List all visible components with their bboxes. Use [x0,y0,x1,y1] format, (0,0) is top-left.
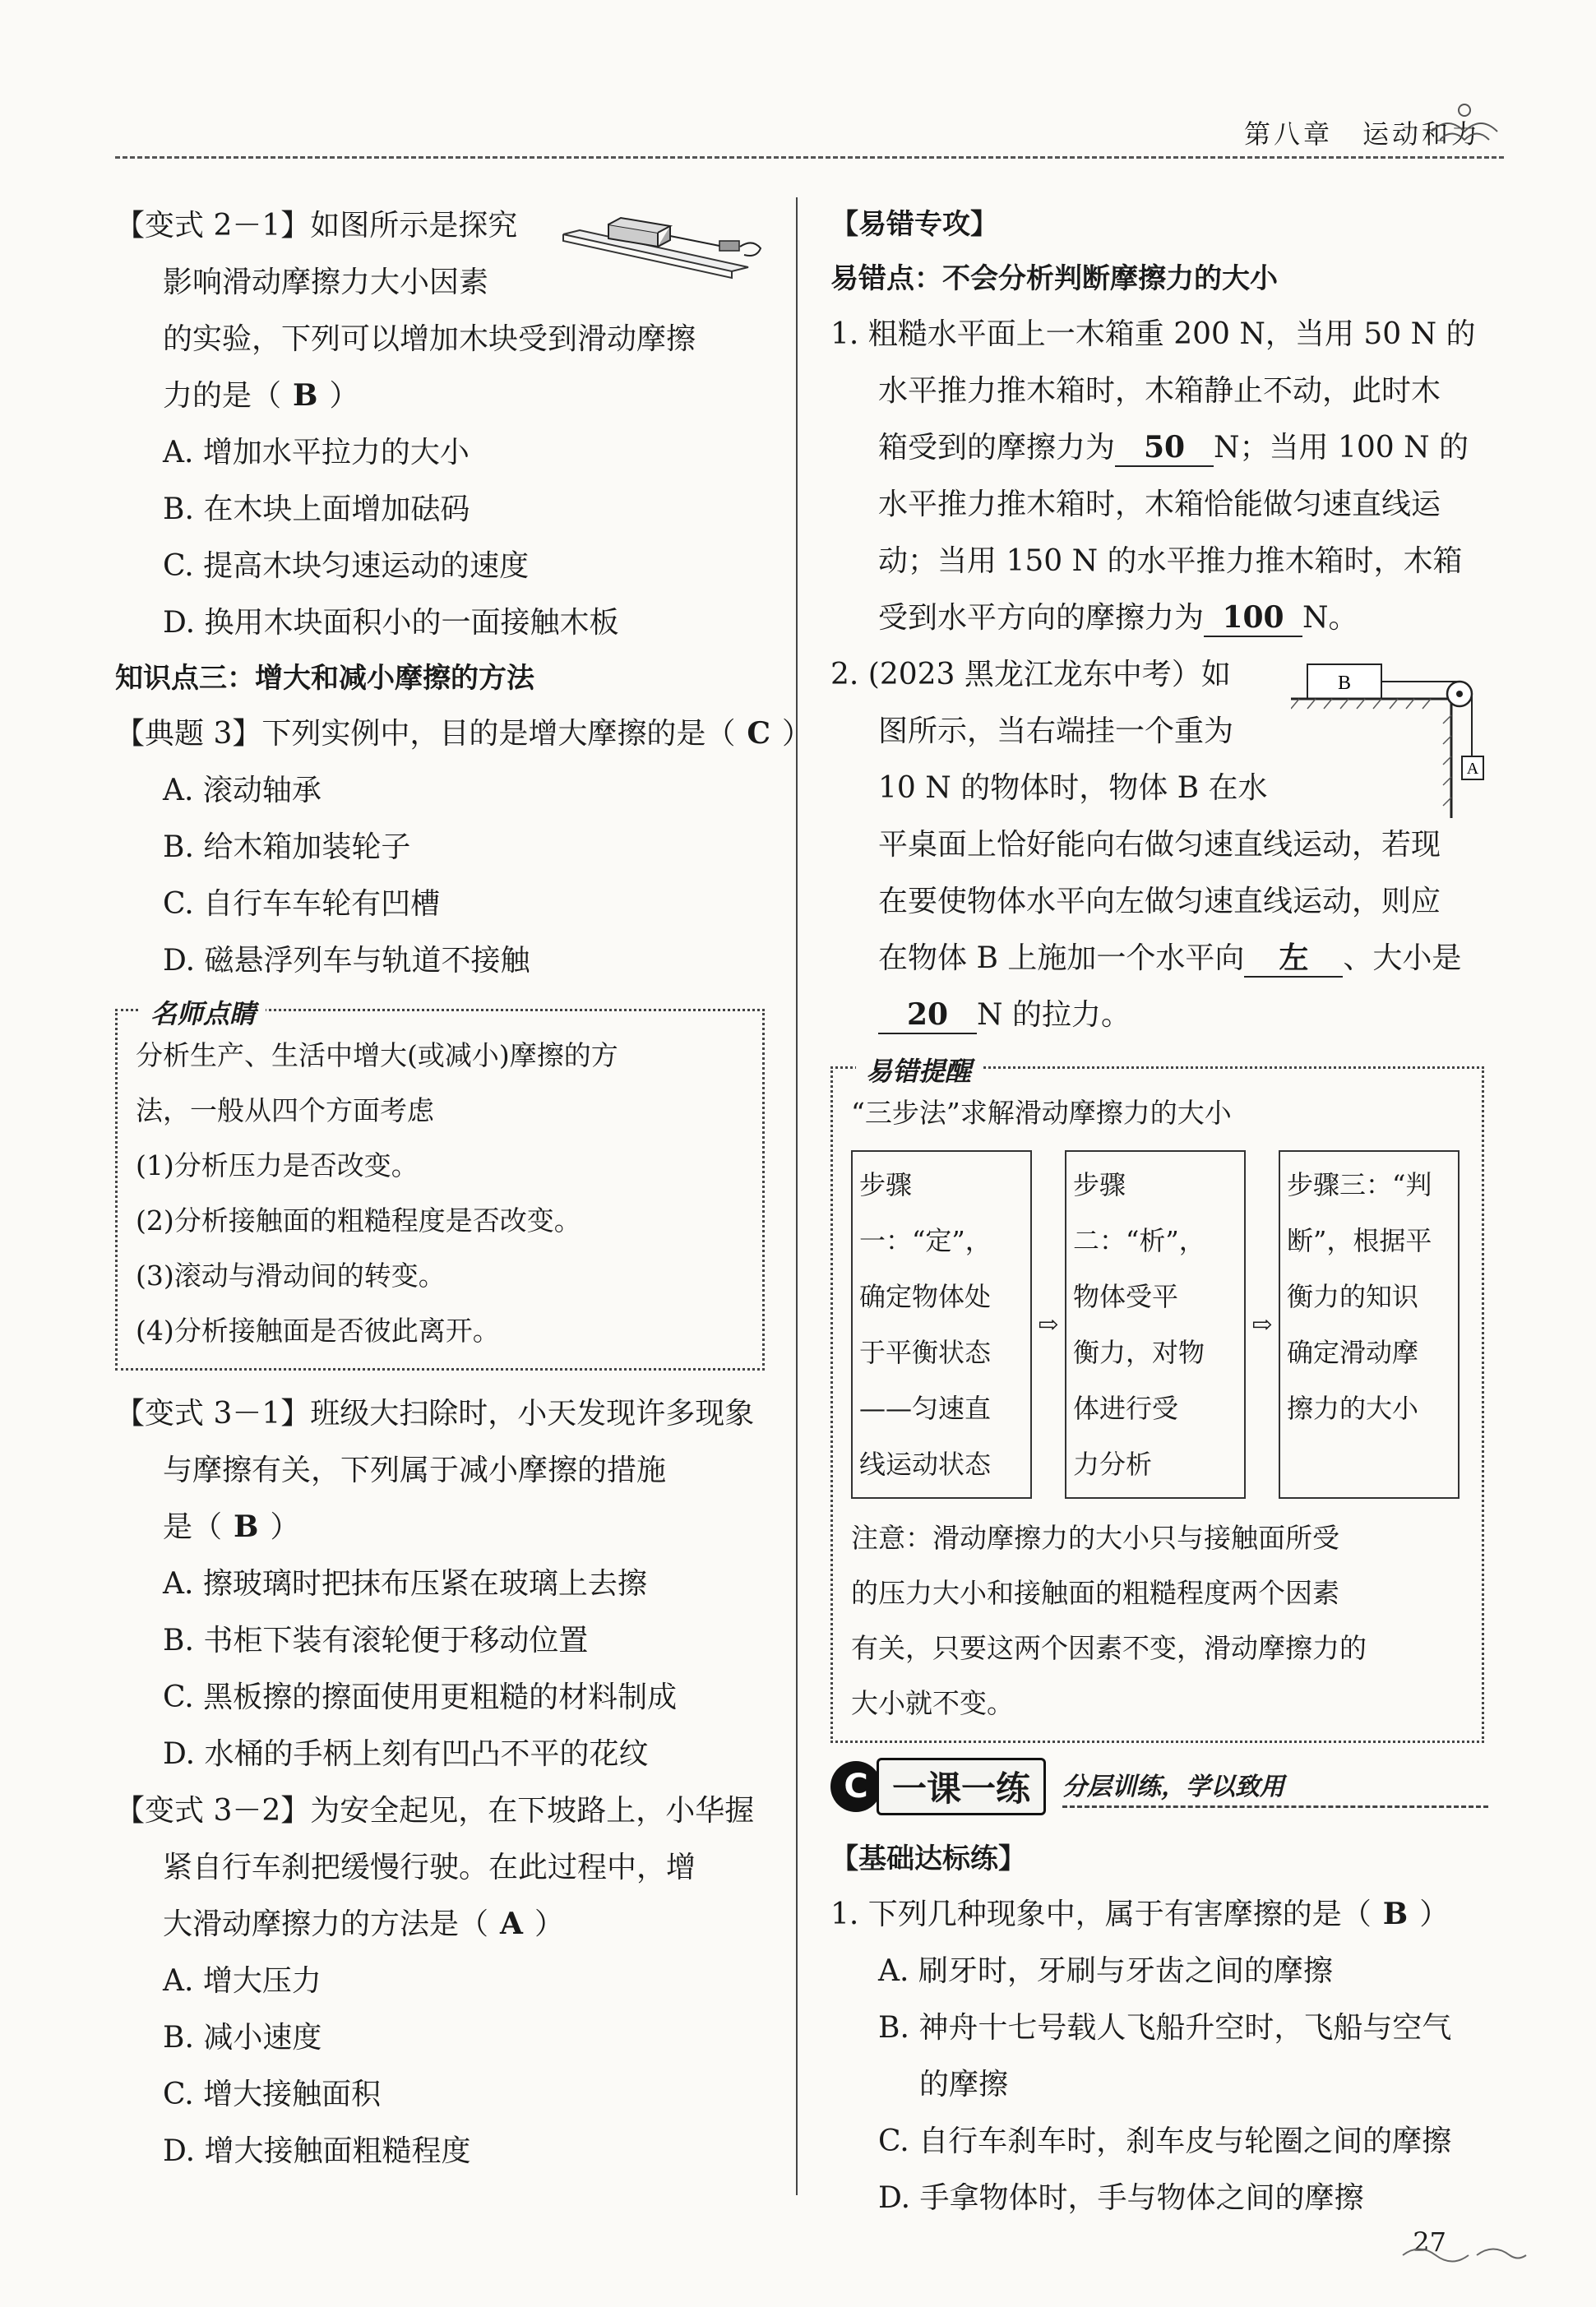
example-3 [115,705,812,989]
question-line: 图所示，当右端挂一个重为 [878,714,1234,748]
option: B. 给木箱加装轮子 [163,830,411,864]
tip-line: (4)分析接触面是否彼此离开。 [136,1315,500,1347]
question-text: 、大小是 [1343,941,1462,975]
answer-blank: 左 [1244,940,1343,978]
section-title: 【易错专攻】 [830,208,998,241]
header-rule [115,156,1504,159]
step-line: 衡力，对物 [1073,1337,1205,1368]
paren-close: ） [329,379,359,413]
banner-subtitle: 分层训练，学以致用 [1062,1766,1488,1808]
error-point: 易错点：不会分析判断摩擦力的大小 [830,262,1278,295]
answer: B [1382,1897,1409,1931]
page-number: 27 [1413,2226,1446,2258]
question-text: 1. 下列几种现象中，属于有害摩擦的是（ [830,1898,1372,1931]
option: A. 滚动轴承 [163,774,322,807]
tip-line: (2)分析接触面的粗糙程度是否改变。 [136,1204,581,1237]
option: D. 换用木块面积小的一面接触木板 [163,606,619,640]
note-line: 大小就不变。 [851,1687,1014,1719]
step-line: 衡力的知识 [1287,1281,1419,1312]
basic-practice-heading: 【基础达标练】 [830,1842,1026,1875]
note-line: 注意：滑动摩擦力的大小只与接触面所受 [851,1522,1339,1554]
step-2-box [1065,1150,1246,1499]
option: C. 自行车刹车时，刹车皮与轮圈之间的摩擦 [878,2124,1452,2158]
banner-letter-badge: C [830,1761,881,1812]
question-line: 水平推力推木箱时，木箱静止不动，此时木 [878,374,1441,408]
question-line [830,930,1488,987]
option: D. 磁悬浮列车与轨道不接触 [163,944,530,978]
step-line: 于平衡状态 [859,1337,992,1368]
question-text: 在物体 B 上施加一个水平向 [878,941,1245,975]
question-line: 2. (2023 黑龙江龙东中考）如 [830,658,1231,691]
step-line: 断”，根据平 [1287,1225,1432,1256]
question-line: 紧自行车刹把缓慢行驶。在此过程中，增 [163,1851,696,1884]
teacher-tip-tag: 名师点睛 [141,993,266,1031]
option: B. 在木块上面增加砝码 [163,492,470,526]
question-line: 水平推力推木箱时，木箱恰能做匀速直线运 [878,488,1441,521]
step-line: 步骤一：“定”， [859,1169,992,1256]
question-line: 【变式 3－2】为安全起见，在下坡路上，小华握 [115,1794,755,1828]
column-divider [796,197,798,2195]
answer: C [747,716,771,751]
step-1-box [851,1150,1032,1499]
option: D. 增大接触面粗糙程度 [163,2134,471,2168]
question-text: 受到水平方向的摩擦力为 [878,601,1205,635]
question-text: 力的是（ [163,379,282,413]
variant-3-1 [115,1385,765,1782]
left-column [115,197,812,2180]
answer-blank: 50 [1115,429,1214,467]
option: A. 增大压力 [163,1964,322,1998]
step-line: 步骤三：“判 [1287,1169,1432,1200]
option: A. 擦玻璃时把抹布压紧在玻璃上去擦 [163,1567,647,1601]
practice-question-1 [830,1886,1488,2226]
block-a-label: A [1466,760,1479,778]
paren-close: ） [534,1907,564,1941]
practice-banner [830,1758,1488,1815]
tip-line: 分析生产、生活中增大(或减小)摩擦的方 [136,1039,618,1071]
question-text: N。 [1302,601,1358,635]
note-line: 有关，只要这两个因素不变，滑动摩擦力的 [851,1632,1367,1664]
tip-line: (1)分析压力是否改变。 [136,1149,419,1181]
question-line: 【变式 3－1】班级大扫除时，小天发现许多现象 [115,1397,755,1431]
option: C. 增大接触面积 [163,2078,382,2111]
question-text: 是（ [163,1510,223,1544]
step-line: 擦力的大小 [1287,1393,1419,1424]
step-line: 力分析 [1073,1449,1153,1480]
variant-3-2 [115,1782,765,2180]
chapter-header: 第八章 运动和力 [1243,118,1481,150]
question-line: 在要使物体水平向左做匀速直线运动，则应 [878,885,1441,918]
friction-experiment-figure [559,201,773,284]
paren-close: ） [782,717,812,751]
question-line [830,589,1488,646]
steps-row [851,1150,1464,1499]
answer-blank: 20 [878,996,977,1034]
option: C. 提高木块匀速运动的速度 [163,549,530,583]
arrow-right-icon: ⇨ [1251,1310,1273,1339]
tip-intro: “三步法”求解滑动摩擦力的大小 [851,1097,1232,1129]
teacher-tip-box [115,998,765,1371]
option: C. 自行车车轮有凹槽 [163,887,441,921]
right-column [830,197,1488,2226]
question-line [115,1896,765,1953]
banner-title: 一课一练 [877,1758,1046,1815]
error-question-1 [830,306,1488,646]
arrow-right-icon: ⇨ [1038,1310,1059,1339]
question-line: 平桌面上恰好能向右做匀速直线运动，若现 [878,828,1441,862]
question-text: N 的拉力。 [977,998,1131,1032]
step-3-box [1279,1150,1460,1499]
tip-line: (3)滚动与滑动间的转变。 [136,1260,446,1292]
option: A. 刷牙时，牙刷与牙齿之间的摩擦 [878,1954,1333,1988]
question-text: 箱受到的摩擦力为 [878,431,1116,465]
question-line: 【变式 2－1】如图所示是探究 [115,209,518,243]
question-line: 与摩擦有关，下列属于减小摩擦的措施 [163,1454,667,1487]
option: B. 书柜下装有滚轮便于移动位置 [163,1624,589,1657]
question-line: 影响滑动摩擦力大小因素 [163,266,489,299]
error-tip-tag: 易错提醒 [856,1051,981,1089]
question-text: 【典题 3】下列实例中，目的是增大摩擦的是（ [115,717,736,751]
option: D. 水桶的手柄上刻有凹凸不平的花纹 [163,1737,649,1771]
option: B. 减小速度 [163,2021,322,2055]
header-ornament-icon [1427,99,1501,148]
option: C. 黑板擦的擦面使用更粗糙的材料制成 [163,1681,678,1714]
step-line: 确定滑动摩 [1287,1337,1419,1368]
question-line [115,1499,765,1556]
answer: A [500,1907,523,1941]
question-line: 1. 粗糙水平面上一木箱重 200 N，当用 50 N 的 [830,317,1476,351]
error-tip-box [830,1056,1484,1743]
step-line: 线运动状态 [859,1449,992,1480]
answer-blank: 100 [1204,599,1302,637]
option-continued: 的摩擦 [919,2068,1009,2101]
knowledge-point-heading: 知识点三：增大和减小摩擦的方法 [115,662,534,695]
paren-close: ） [1419,1898,1450,1931]
pulley-figure [1291,658,1505,822]
block-b-label: B [1337,673,1352,694]
option: B. 神舟十七号载人飞船升空时，飞船与空气 [878,2011,1452,2045]
answer: B [234,1509,259,1544]
step-line: 体进行受 [1073,1393,1179,1424]
option: A. 增加水平拉力的大小 [163,436,470,469]
answer: B [293,378,318,413]
paren-close: ） [270,1510,300,1544]
question-line [115,368,765,424]
note-line: 的压力大小和接触面的粗糙程度两个因素 [851,1577,1339,1609]
tip-line: 法，一般从四个方面考虑 [136,1094,434,1126]
step-line: ——匀速直 [859,1393,992,1424]
question-line [830,419,1488,476]
question-text: 大滑动摩擦力的方法是（ [163,1907,489,1941]
step-line: 物体受平 [1073,1281,1179,1312]
footer-ornament-icon [1399,2243,1530,2268]
question-line [830,987,1488,1043]
question-line: 10 N 的物体时，物体 B 在水 [878,771,1268,805]
question-line: 动；当用 150 N 的水平推力推木箱时，木箱 [878,544,1463,578]
question-line [115,705,812,762]
option: D. 手拿物体时，手与物体之间的摩擦 [878,2181,1364,2215]
question-text: N；当用 100 N 的 [1214,431,1469,465]
question-line [830,1886,1488,1943]
step-line: 步骤二：“析”， [1073,1169,1205,1256]
question-line: 的实验，下列可以增加木块受到滑动摩擦 [163,322,696,356]
step-line: 确定物体处 [859,1281,992,1312]
